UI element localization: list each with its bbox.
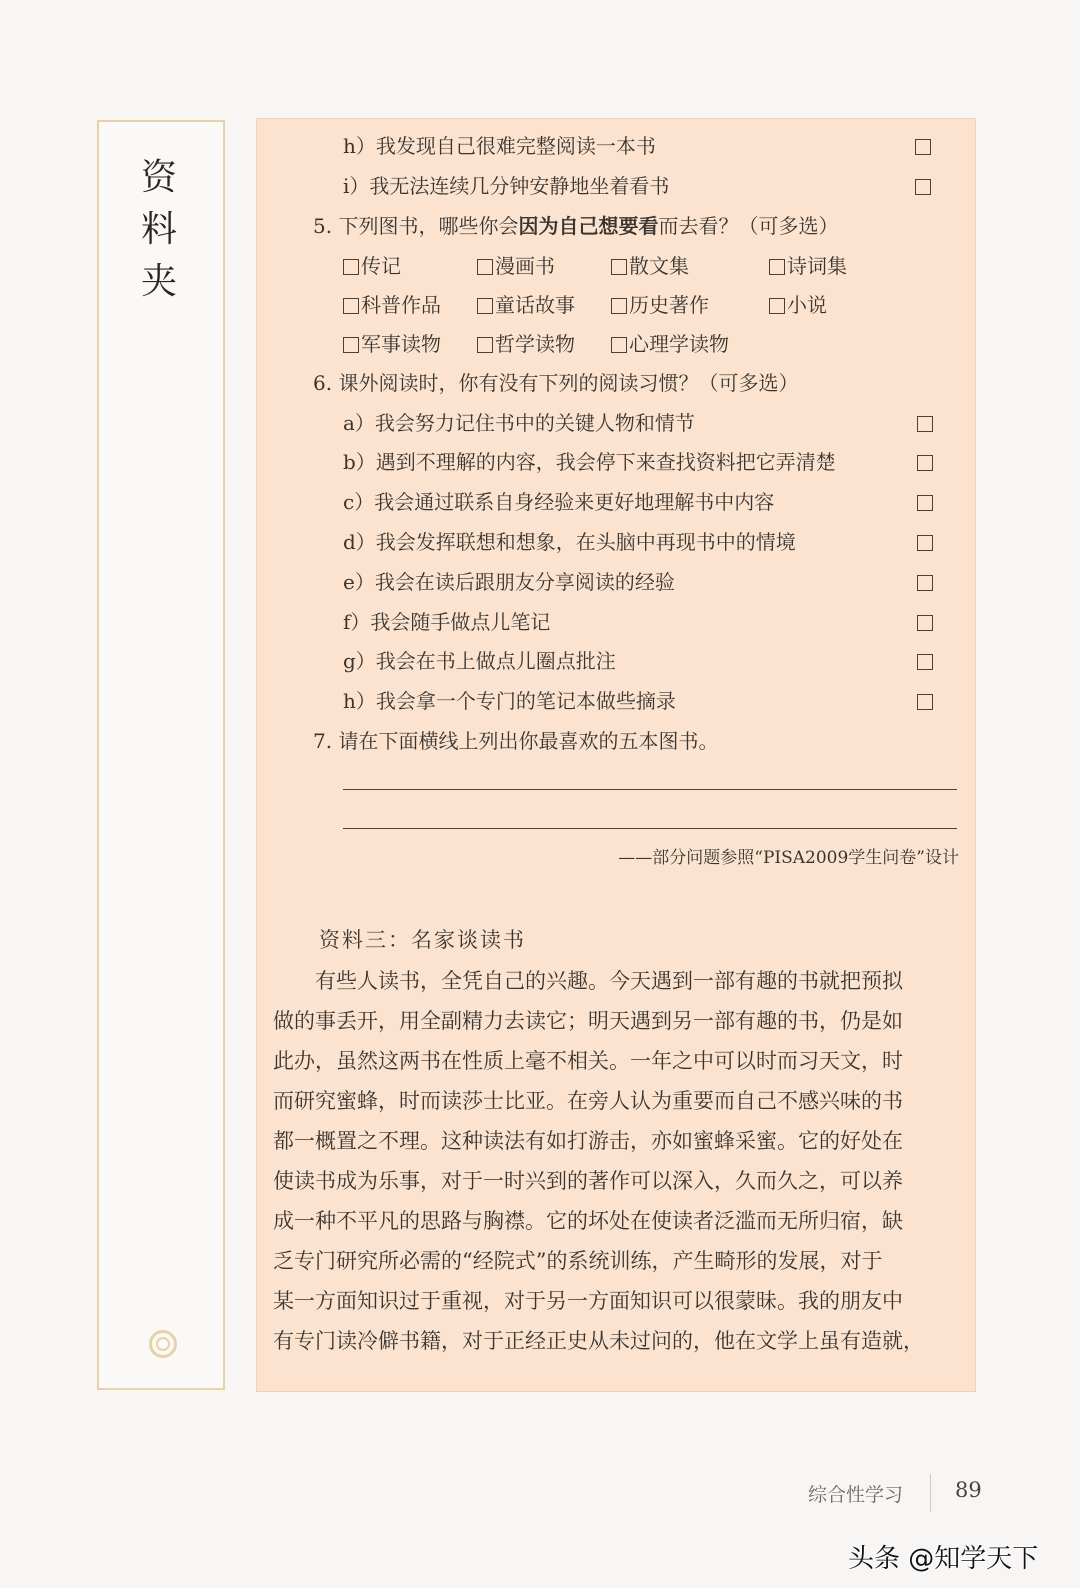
watermark: 头条 @知学天下 xyxy=(848,1544,1039,1574)
attribution: ——部分问题参照“PISA2009学生问卷”设计 xyxy=(618,848,959,868)
q6-item-a: a）我会努力记住书中的关键人物和情节 xyxy=(343,411,695,435)
answer-line-2[interactable] xyxy=(343,828,957,829)
q6-item-h-checkbox[interactable] xyxy=(917,694,933,710)
body-line: 都一概置之不理。这种读法有如打游击，亦如蜜蜂采蜜。它的好处在 xyxy=(273,1129,903,1153)
checkbox-icon[interactable] xyxy=(477,337,493,353)
section-title: 资料三：名家谈读书 xyxy=(319,928,526,952)
body-line: 使读书成为乐事，对于一时兴到的著作可以深入，久而久之，可以养 xyxy=(273,1169,903,1193)
q6-item-d-checkbox[interactable] xyxy=(917,535,933,551)
option-label: 诗词集 xyxy=(787,254,847,278)
sidebar-title xyxy=(139,152,179,308)
q6-item-e: e）我会在读后跟朋友分享阅读的经验 xyxy=(343,570,675,594)
q5-option[interactable] xyxy=(343,329,441,359)
sidebar-title-char: 资 xyxy=(140,157,177,198)
sidebar-title-char: 夹 xyxy=(140,261,177,302)
body-line: 而研究蜜蜂，时而读莎士比亚。在旁人认为重要而自己不感兴味的书 xyxy=(273,1089,903,1113)
body-line: 有专门读冷僻书籍，对于正经正史从未过问的，他在文学上虽有造就， xyxy=(273,1329,924,1353)
q6-item-f: f）我会随手做点儿笔记 xyxy=(343,610,551,634)
option-label: 心理学读物 xyxy=(629,332,729,356)
q6-item-a-checkbox[interactable] xyxy=(917,416,933,432)
option-label: 历史著作 xyxy=(629,293,709,317)
option-label: 军事读物 xyxy=(361,332,441,356)
q5-option[interactable] xyxy=(769,290,827,320)
checkbox-icon[interactable] xyxy=(611,337,627,353)
q5-option[interactable] xyxy=(611,251,689,281)
q6-item-f-checkbox[interactable] xyxy=(917,615,933,631)
q5-option[interactable] xyxy=(477,290,575,320)
q6-item-h: h）我会拿一个专门的笔记本做些摘录 xyxy=(343,689,676,713)
q6-title: 6. 课外阅读时，你有没有下列的阅读习惯？（可多选） xyxy=(313,371,799,395)
option-label: 童话故事 xyxy=(495,293,575,317)
sidebar-tab xyxy=(97,120,225,1390)
option-label: 科普作品 xyxy=(361,293,441,317)
q4-item-h: h）我发现自己很难完整阅读一本书 xyxy=(343,134,656,158)
q4-item-i: i）我无法连续几分钟安静地坐着看书 xyxy=(343,174,670,198)
q6-item-g-checkbox[interactable] xyxy=(917,654,933,670)
q6-item-c-checkbox[interactable] xyxy=(917,495,933,511)
checkbox-icon[interactable] xyxy=(343,259,359,275)
q6-item-e-checkbox[interactable] xyxy=(917,575,933,591)
q5-option[interactable] xyxy=(611,329,729,359)
q5-prefix: 下列图书，哪些你会 xyxy=(338,214,519,238)
option-label: 小说 xyxy=(787,293,827,317)
q6-item-g: g）我会在书上做点儿圈点批注 xyxy=(343,649,616,673)
q5-title xyxy=(313,211,838,241)
materials-panel xyxy=(256,118,976,1392)
checkbox-icon[interactable] xyxy=(611,259,627,275)
checkbox-icon[interactable] xyxy=(769,259,785,275)
q5-option[interactable] xyxy=(477,251,555,281)
q5-suffix: 而去看？（可多选） xyxy=(658,214,839,238)
section-body xyxy=(273,961,969,1361)
page-number: 89 xyxy=(955,1478,982,1502)
q6-item-c: c）我会通过联系自身经验来更好地理解书中内容 xyxy=(343,490,775,514)
q7-title: 7. 请在下面横线上列出你最喜欢的五本图书。 xyxy=(313,729,719,753)
q4-item-h-checkbox[interactable] xyxy=(915,139,931,155)
q5-emphasis: 因为自己想要看 xyxy=(518,214,659,238)
checkbox-icon[interactable] xyxy=(477,259,493,275)
q4-item-i-checkbox[interactable] xyxy=(915,179,931,195)
checkbox-icon[interactable] xyxy=(477,298,493,314)
q5-option[interactable] xyxy=(477,329,575,359)
body-line: 乏专门研究所必需的“经院式”的系统训练，产生畸形的发展，对于 xyxy=(273,1249,883,1273)
option-label: 传记 xyxy=(361,254,401,278)
body-line: 成一种不平凡的思路与胸襟。它的坏处在使读者泛滥而无所归宿，缺 xyxy=(273,1209,903,1233)
checkbox-icon[interactable] xyxy=(343,337,359,353)
option-label: 漫画书 xyxy=(495,254,555,278)
q5-option[interactable] xyxy=(611,290,709,320)
body-line: 有些人读书，全凭自己的兴趣。今天遇到一部有趣的书就把预拟 xyxy=(273,969,903,993)
footer-divider xyxy=(930,1474,931,1512)
q5-option[interactable] xyxy=(343,251,401,281)
ring-ornament-icon xyxy=(149,1330,177,1358)
sidebar-title-char: 料 xyxy=(140,209,177,250)
checkbox-icon[interactable] xyxy=(611,298,627,314)
q5-option[interactable] xyxy=(343,290,441,320)
body-line: 此办，虽然这两书在性质上毫不相关。一年之中可以时而习天文，时 xyxy=(273,1049,903,1073)
answer-line-1[interactable] xyxy=(343,789,957,790)
option-label: 哲学读物 xyxy=(495,332,575,356)
q5-number: 5. xyxy=(313,214,339,238)
footer-section-name: 综合性学习 xyxy=(808,1484,904,1506)
checkbox-icon[interactable] xyxy=(343,298,359,314)
q6-item-b: b）遇到不理解的内容，我会停下来查找资料把它弄清楚 xyxy=(343,450,836,474)
body-line: 某一方面知识过于重视，对于另一方面知识可以很蒙昧。我的朋友中 xyxy=(273,1289,903,1313)
q5-option[interactable] xyxy=(769,251,847,281)
q6-item-d: d）我会发挥联想和想象，在头脑中再现书中的情境 xyxy=(343,530,796,554)
q6-item-b-checkbox[interactable] xyxy=(917,455,933,471)
body-line: 做的事丢开，用全副精力去读它；明天遇到另一部有趣的书，仍是如 xyxy=(273,1009,903,1033)
option-label: 散文集 xyxy=(629,254,689,278)
checkbox-icon[interactable] xyxy=(769,298,785,314)
